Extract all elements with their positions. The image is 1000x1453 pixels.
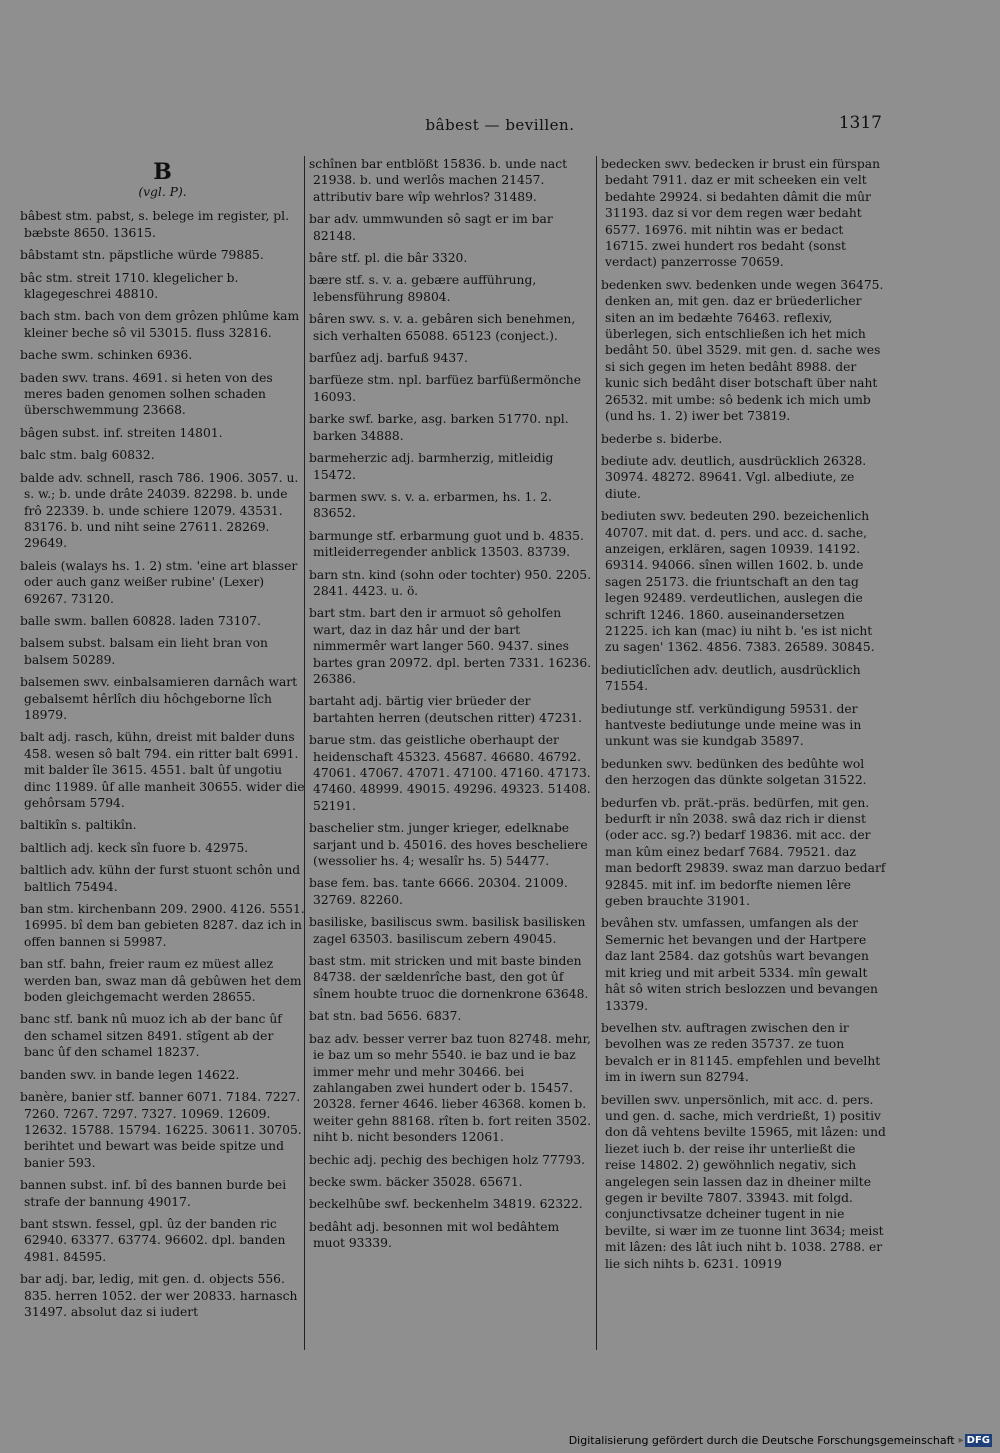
dictionary-entry: schînen bar entblößt 15836. b. unde nact 21938. b. und werlôs machen 21457. attributiv bare wîp wehrlos? 31489. xyxy=(309,157,568,204)
dictionary-entry: banc stf. bank nû muoz ich ab der banc ûf den schamel sitzen 8491. stîgent ab der banc ûf den schamel 18237. xyxy=(20,1012,282,1060)
dictionary-entry: bediuten swv. bedeuten 290. bezeichenlich 40707. mit dat. d. pers. und acc. d. sache, anzeigen, erklären, sagen 10939. 14192. 69314. 94066. sînen willen 1602. b. unde sagen 25173. die friuntschaft an den tag legen 92489. verdeutlichen, auslegen die schrift 1246. 1860. auseinandersetzen 21225. ich kan (mac) iu niht b. 'es ist nicht zu sagen' 1362. 4856. 7383. 26589. 30845. xyxy=(601,509,875,655)
column-1 xyxy=(20,156,305,1326)
dictionary-entry: barmeherzic adj. barmherzig, mitleidig 15472. xyxy=(309,451,554,482)
column-2 xyxy=(309,156,594,1258)
column-divider xyxy=(596,156,597,1350)
dictionary-entry: balde adv. schnell, rasch 786. 1906. 3057. u. s. w.; b. unde drâte 24039. 82298. b. unde frô 22339. b. unde schiere 12079. 43531. 83176. b. und niht seine 27611. 28269. 29649. xyxy=(20,470,299,551)
dictionary-entry: baleis (walays hs. 1. 2) stm. 'eine art blasser oder auch ganz weißer rubine' (Lexer) 69267. 73120. xyxy=(20,558,298,606)
dictionary-entry: banère, banier stf. banner 6071. 7184. 7227. 7260. 7267. 7297. 7327. 10969. 12609. 12632. 15788. 15794. 16225. 30611. 30705. berihtet und bewart was beide spitze und banier 593. xyxy=(20,1090,302,1170)
dictionary-entry: becke swm. bäcker 35028. 65671. xyxy=(309,1174,523,1189)
dictionary-entry: banden swv. in bande legen 14622. xyxy=(20,1067,240,1082)
dfg-logo xyxy=(959,1434,992,1447)
dictionary-entry: bechic adj. pechig des bechigen holz 77793. xyxy=(309,1152,586,1167)
dictionary-entry: bedunken swv. bedünken des bedûhte wol den herzogen das dünkte solgetan 31522. xyxy=(601,756,867,788)
dictionary-entry: basiliske, basiliscus swm. basilisk basilisken zagel 63503. basiliscum zebern 49045. xyxy=(309,915,586,946)
dictionary-entry: bach stm. bach von dem grôzen phlûme kam kleiner beche sô vil 53015. fluss 32816. xyxy=(20,309,300,340)
dictionary-entry: bedâht adj. besonnen mit wol bedâhtem muot 93339. xyxy=(309,1219,560,1251)
dictionary-entry: bart stm. bart den ir armuot sô geholfen wart, daz in daz hâr und der bart nimmermêr wart langer 560. 9437. sines bartes gran 20972. dpl. berten 7331. 16236. 26386. xyxy=(309,606,592,686)
dictionary-entry: balsem subst. balsam ein lieht bran von balsem 50289. xyxy=(20,636,268,667)
dictionary-entry: bevâhen stv. umfassen, umfangen als der Semernic het bevangen und der Hartpere daz lant 2584. daz gotshûs wart bevangen mit krieg und mit arbeit 5334. mîn gewalt hât sô witen strich beslozzen und bevangen 13379. xyxy=(601,916,878,1013)
dictionary-entry: bedenken swv. bedenken unde wegen 36475. denken an, mit gen. daz er brüederlicher siten an im bedæhte 76463. reflexiv, überlegen, sich entschließen ich het mich bedâht 50. übel 3529. mit gen. d. sache wes si sich gegen im heten bedâht 8988. der kunic sich bedâht diser botschaft über naht 26532. mit umbe: sô bedenk ich mich umb (und hs. 1. 2) iwer bet 73819. xyxy=(601,277,884,424)
dictionary-entry: bant stswn. fessel, gpl. ûz der banden ric 62940. 63377. 63774. 96602. dpl. banden 4981. 84595. xyxy=(20,1216,286,1264)
dictionary-entry: bar adj. bar, ledig, mit gen. d. objects 556. 835. herren 1052. der wer 20833. harnasch 31497. absolut daz si iudert xyxy=(20,1272,298,1319)
dictionary-entry: baden swv. trans. 4691. si heten von des meres baden genomen solhen schaden überschwemmung 23668. xyxy=(20,370,273,418)
dictionary-entry: bâc stm. streit 1710. klegelicher b. klagegeschrei 48810. xyxy=(20,270,239,302)
dictionary-entry: balsemen swv. einbalsamieren darnâch wart gebalsemt hêrlîch diu hôchgeborne lîch 18979. xyxy=(20,675,298,722)
dictionary-entry: ban stf. bahn, freier raum ez müest allez werden ban, swaz man dâ gebûwen het dem boden gleichgemacht werden 28655. xyxy=(20,957,302,1005)
dictionary-entry: baltlich adj. keck sîn fuore b. 42975. xyxy=(20,840,249,855)
dictionary-entry: bâren swv. s. v. a. gebâren sich benehmen, sich verhalten 65088. 65123 (conject.). xyxy=(309,312,576,343)
dictionary-entry: bevillen swv. unpersönlich, mit acc. d. pers. und gen. d. sache, mich verdrießt, 1) positiv don dâ vehtens bevilte 15965, mit lâzen: und liezet iuch b. der reise ihr unterließt die reise 14802. 2) gewöhnlich negativ, sich angelegen sein lassen daz in dheiner milte gegen ir bevilte 7807. 33943. mit folgd. conjunctivsatze dcheiner tugent in nie bevilte, si wær im ze tuonne lint 3634; meist mit lâzen: des lât iuch niht b. 1038. 2788. er lie sich nihts b. 6231. 10919 xyxy=(601,1092,886,1271)
dictionary-entry: barmunge stf. erbarmung guot und b. 4835. mitleiderregender anblick 13503. 83739. xyxy=(309,528,584,560)
dictionary-entry: bast stm. mit stricken und mit baste binden 84738. der sældenrîche bast, den got ûf sînem houbte truoc die dornenkrone 63648. xyxy=(309,954,589,1001)
dictionary-entry: baschelier stm. junger krieger, edelknabe sarjant und b. 45016. des hoves bescheliere (wessolier hs. 4; wesalîr hs. 5) 54477. xyxy=(309,821,588,869)
dictionary-entry: balt adj. rasch, kühn, dreist mit balder duns 458. wesen sô balt 794. ein ritter balt 6991. mit balder île 3615. 4551. balt ûf ungotiu dinc 11989. ûf alle manheit 30655. wider die gehôrsam 5794. xyxy=(20,730,305,810)
dictionary-entry: baltikîn s. paltikîn. xyxy=(20,818,137,833)
dictionary-entry: baz adv. besser verrer baz tuon 82748. mehr, ie baz um so mehr 5540. ie baz und ie baz immer mehr und mehr 30466. bei zahlangaben zwei hundert oder b. 15457. 20328. ferner 4646. lieber 46368. komen b. weiter gehn 88168. rîten b. fort reiten 3502. niht b. nicht besonders 12061. xyxy=(309,1031,592,1145)
footer xyxy=(569,1434,992,1447)
dictionary-entry: barke swf. barke, asg. barken 51770. npl. barken 34888. xyxy=(309,412,569,443)
dictionary-entry: ban stm. kirchenbann 209. 2900. 4126. 5551. 16995. bî dem ban gebieten 8287. daz ich in offen bannen si 59987. xyxy=(20,902,305,949)
dictionary-entry: base fem. bas. tante 6666. 20304. 21009. 32769. 82260. xyxy=(309,876,568,907)
dictionary-entry: bannen subst. inf. bî des bannen burde bei strafe der bannung 49017. xyxy=(20,1178,287,1209)
footer-text: Digitalisierung gefördert durch die Deutsche Forschungsgemeinschaft xyxy=(568,1434,955,1447)
arrow-icon: ▸ xyxy=(958,1435,964,1446)
dictionary-entry: bediutunge stf. verkündigung 59531. der hantveste bediutunge unde meine was in unkunt was sie kundgab 35897. xyxy=(601,701,862,749)
dictionary-entry: bar adv. ummwunden sô sagt er im bar 82148. xyxy=(309,212,553,243)
dictionary-entry: baltlich adv. kühn der furst stuont schôn und baltlich 75494. xyxy=(20,863,301,894)
dictionary-entry: bederbe s. biderbe. xyxy=(601,431,723,446)
dictionary-entry: bâbstamt stn. päpstliche würde 79885. xyxy=(20,248,264,263)
dictionary-entry: bâbest stm. pabst, s. belege im register, pl. bæbste 8650. 13615. xyxy=(20,209,289,240)
dictionary-entry: barmen swv. s. v. a. erbarmen, hs. 1. 2. 83652. xyxy=(309,489,552,521)
dictionary-entry: barn stn. kind (sohn oder tochter) 950. 2205. 2841. 4423. u. ö. xyxy=(309,567,592,598)
dictionary-entry: bartaht adj. bärtig vier brüeder der bartahten herren (deutschen ritter) 47231. xyxy=(309,694,582,725)
page-number: 1317 xyxy=(838,113,882,133)
running-title: bâbest — bevillen. xyxy=(425,116,575,134)
dictionary-entry: bevelhen stv. auftragen zwischen den ir bevolhen was ze reden 35737. ze tuon bevalch er in 81145. empfehlen und bevelht im in iwern sun 82794. xyxy=(601,1020,881,1085)
dictionary-entry: beckelhûbe swf. beckenhelm 34819. 62322. xyxy=(309,1197,583,1212)
dictionary-entry: bâre stf. pl. die bâr 3320. xyxy=(309,251,468,266)
dictionary-entry: bache swm. schinken 6936. xyxy=(20,348,193,363)
dictionary-entry: bære stf. s. v. a. gebære aufführung, lebensführung 89804. xyxy=(309,273,537,304)
dictionary-entry: bâgen subst. inf. streiten 14801. xyxy=(20,425,223,440)
dictionary-entry: bedurfen vb. prät.-präs. bedürfen, mit gen. bedurft ir nîn 2038. swâ daz rich ir dienst (oder acc. sg.?) bedarf 19836. mit acc. der man kûm einez bedarf 7684. 79521. daz man bedorft 29839. swaz man darzuo bedarf 92845. mit inf. im bedorfte niemen lêre geben brauchte 31901. xyxy=(601,795,886,909)
dictionary-entry: bediuticlîchen adv. deutlich, ausdrücklich 71554. xyxy=(601,662,861,694)
column-3 xyxy=(601,156,886,1278)
dictionary-entry: bediute adv. deutlich, ausdrücklich 26328. 30974. 48272. 89641. Vgl. albediute, ze diute. xyxy=(601,453,867,501)
dictionary-entry: bat stn. bad 5656. 6837. xyxy=(309,1009,462,1024)
dictionary-entry: barue stm. das geistliche oberhaupt der heidenschaft 45323. 45687. 46680. 46792. 47061. 47067. 47071. 47100. 47160. 47173. 47460. 48999. 49015. 49296. 49323. 51408. 52191. xyxy=(309,733,591,813)
dfg-logo-text: DFG xyxy=(966,1435,990,1446)
dictionary-entry: barfüeze stm. npl. barfüez barfüßermönche 16093. xyxy=(309,373,581,404)
letter-heading: B xyxy=(153,159,172,185)
dictionary-entry: balle swm. ballen 60828. laden 73107. xyxy=(20,613,261,628)
dictionary-entry: balc stm. balg 60832. xyxy=(20,448,155,463)
letter-note: (vgl. P). xyxy=(138,185,187,199)
dictionary-entry: bedecken swv. bedecken ir brust ein fürspan bedaht 7911. daz er mit scheeken ein velt bedahte 29924. si bedahten dâmit die mûr 31193. daz si vor dem regen wær bedaht 6577. 16976. mit nihtin was er bedact 16715. zwei hundert ros bedaht (sonst verdact) panzerrosse 70659. xyxy=(601,157,880,270)
dictionary-entry: barfûez adj. barfuß 9437. xyxy=(309,351,468,366)
